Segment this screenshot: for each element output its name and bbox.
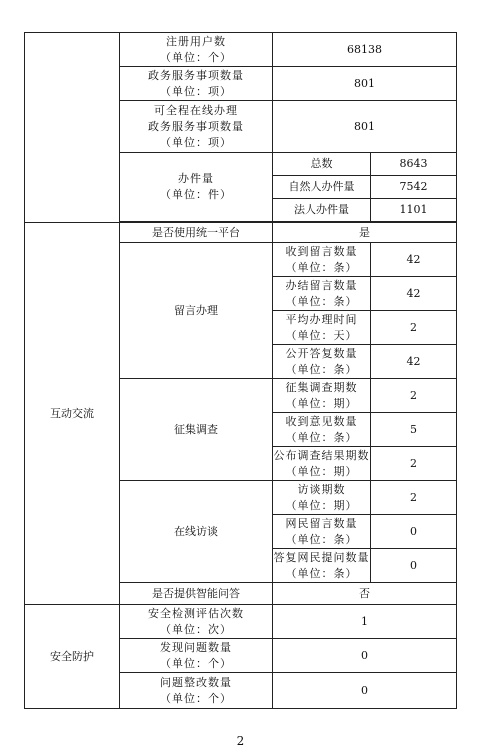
messages-completed-label: 办结留言数量 （单位：条） <box>273 277 371 311</box>
online-items-value: 801 <box>273 101 457 153</box>
category-cell-blank <box>25 33 120 223</box>
survey-periods-label: 征集调查期数 （单位：期） <box>273 379 371 413</box>
messages-avg-time-label: 平均办理时间 （单位：天） <box>273 311 371 345</box>
cases-total-value: 8643 <box>371 153 457 176</box>
cases-natural-label: 自然人办件量 <box>273 176 371 199</box>
security-checks-value: 1 <box>273 605 457 639</box>
cases-legal-value: 1101 <box>371 199 457 222</box>
security-checks-label: 安全检测评估次数 （单位：次） <box>120 605 273 639</box>
cases-total-label: 总数 <box>273 153 371 176</box>
security-fixed-label: 问题整改数量 （单位：个） <box>120 673 273 709</box>
interview-answers-value: 0 <box>371 549 457 583</box>
messages-received-value: 42 <box>371 243 457 277</box>
registered-users-label: 注册用户数 （单位：个） <box>120 33 273 67</box>
report-table <box>24 32 457 709</box>
messages-label: 留言办理 <box>120 243 273 379</box>
security-fixed-value: 0 <box>273 673 457 709</box>
messages-avg-time-value: 2 <box>371 311 457 345</box>
security-issues-label: 发现问题数量 （单位：个） <box>120 639 273 673</box>
survey-results-label: 公布调查结果期数 （单位：期） <box>273 447 371 481</box>
interaction-category: 互动交流 <box>25 223 120 605</box>
cases-legal-label: 法人办件量 <box>273 199 371 222</box>
unified-platform-label: 是否使用统一平台 <box>120 223 273 243</box>
page-number: 2 <box>236 734 245 748</box>
interview-periods-value: 2 <box>371 481 457 515</box>
messages-received-label: 收到留言数量 （单位：条） <box>273 243 371 277</box>
survey-label: 征集调查 <box>120 379 273 481</box>
messages-public-label: 公开答复数量 （单位：条） <box>273 345 371 379</box>
security-issues-value: 0 <box>273 639 457 673</box>
registered-users-value: 68138 <box>273 33 457 67</box>
smart-qa-value: 否 <box>273 583 457 605</box>
messages-completed-value: 42 <box>371 277 457 311</box>
service-items-value: 801 <box>273 67 457 101</box>
cases-natural-value: 7542 <box>371 176 457 199</box>
messages-public-value: 42 <box>371 345 457 379</box>
survey-periods-value: 2 <box>371 379 457 413</box>
cases-label: 办件量 （单位：件） <box>120 153 273 222</box>
interview-answers-label: 答复网民提问数量 （单位：条） <box>273 549 371 583</box>
online-items-label: 可全程在线办理 政务服务事项数量 （单位：项） <box>120 101 273 153</box>
security-category: 安全防护 <box>25 605 120 709</box>
interview-periods-label: 访谈期数 （单位：期） <box>273 481 371 515</box>
survey-opinions-label: 收到意见数量 （单位：条） <box>273 413 371 447</box>
interview-label: 在线访谈 <box>120 481 273 583</box>
interview-netizen-label: 网民留言数量 （单位：条） <box>273 515 371 549</box>
unified-platform-value: 是 <box>273 223 457 243</box>
interview-netizen-value: 0 <box>371 515 457 549</box>
survey-opinions-value: 5 <box>371 413 457 447</box>
smart-qa-label: 是否提供智能问答 <box>120 583 273 605</box>
survey-results-value: 2 <box>371 447 457 481</box>
service-items-label: 政务服务事项数量 （单位：项） <box>120 67 273 101</box>
